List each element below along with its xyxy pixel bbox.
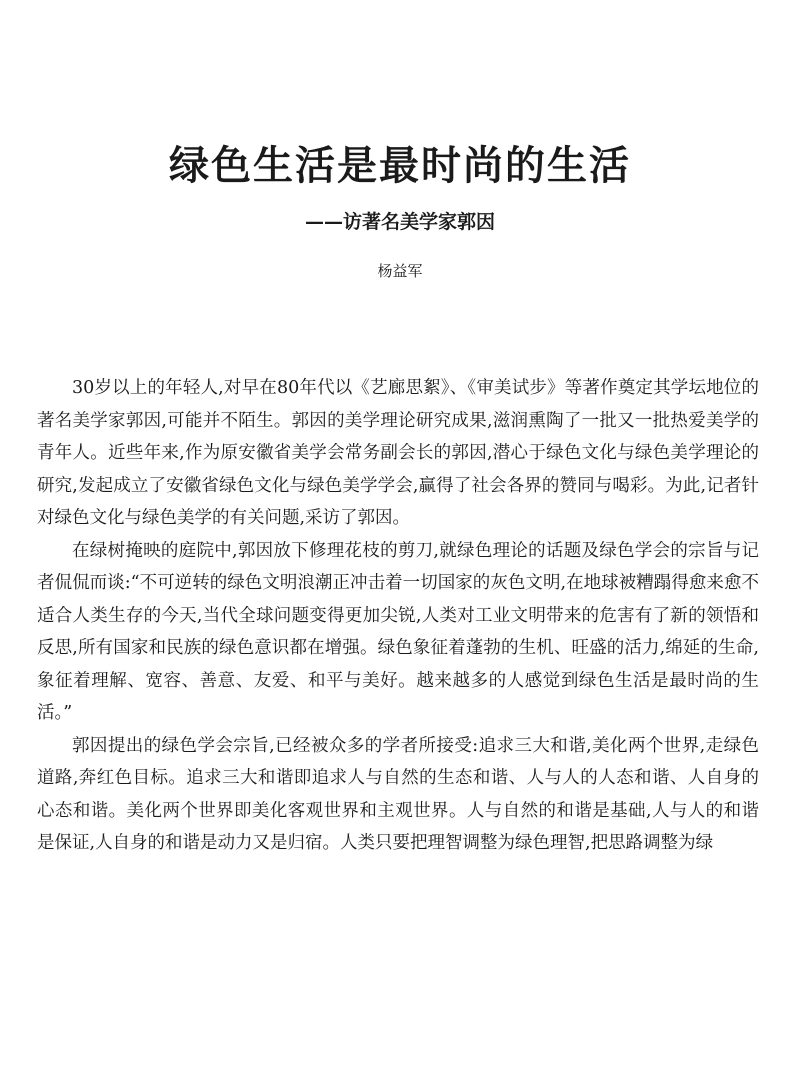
paragraph-1: 30岁以上的年轻人,对早在80年代以《艺廊思絮》、《审美试步》等著作奠定其学坛地位的著名美学家郭因,可能并不陌生。郭因的美学理论研究成果,滋润熏陶了一批又一批热爱美学的青年人。近些年来,作为原安徽省美学会常务副会长的郭因,潜心于绿色文化与绿色美学理论的研究,发起成立了安徽省绿色文化与绿色美学学会,赢得了社会各界的赞同与喝彩。为此,记者针对绿色文化与绿色美学的有关问题,采访了郭因。 <box>37 378 759 528</box>
paragraph-2: 在绿树掩映的庭院中,郭因放下修理花枝的剪刀,就绿色理论的话题及绿色学会的宗旨与记者侃侃而谈:“不可逆转的绿色文明浪潮正冲击着一切国家的灰色文明,在地球被糟蹋得愈来愈不适合人类生存的今天,当代全球问题变得更加尖锐,人类对工业文明带来的危害有了新的领悟和反思,所有国家和民族的绿色意识都在增强。绿色象征着蓬勃的生机、旺盛的活力,绵延的生命,象征着理解、宽容、善意、友爱、和平与美好。越来越多的人感觉到绿色生活是最时尚的生活。” <box>37 540 759 723</box>
article-subtitle: ——访著名美学家郭因 <box>304 211 495 233</box>
article-author: 杨益军 <box>377 262 423 280</box>
paragraph-3: 郭因提出的绿色学会宗旨,已经被众多的学者所接受:追求三大和谐,美化两个世界,走绿色道路,奔红色目标。追求三大和谐即追求人与自然的生态和谐、人与人的人态和谐、人自身的心态和谐。美化两个世界即美化客观世界和主观世界。人与自然的和谐是基础,人与人的和谐是保证,人自身的和谐是动力又是归宿。人类只要把理智调整为绿色理智,把思路调整为绿 <box>37 735 759 853</box>
article-title: 绿色生活是最时尚的生活 <box>169 142 631 189</box>
article-body <box>37 372 759 860</box>
